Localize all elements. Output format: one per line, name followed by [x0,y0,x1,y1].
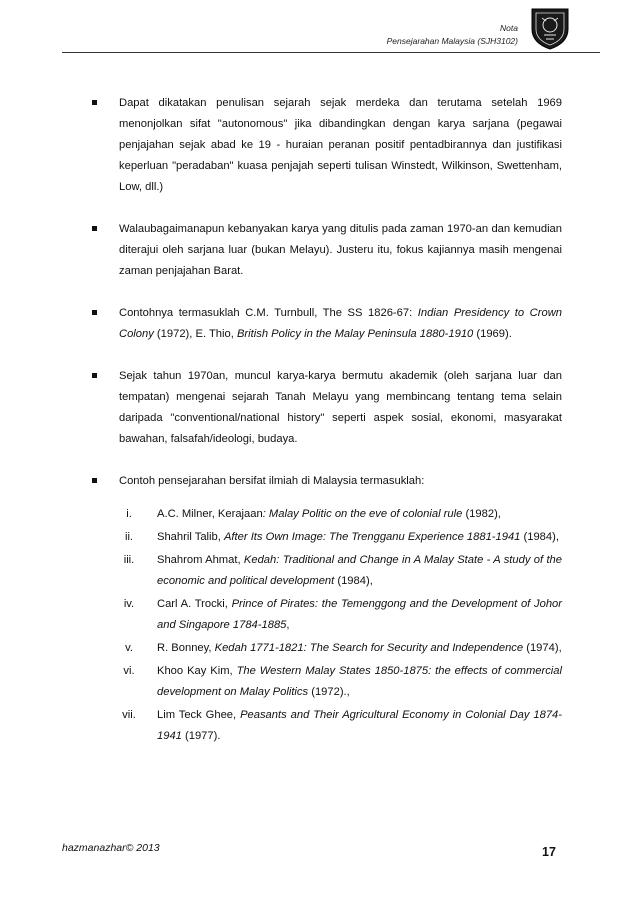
bullet-item [92,366,562,450]
bullet-text: Sejak tahun 1970an, muncul karya-karya bermutu akademik (oleh sarjana luar dan tempatan) mengenai sejarah Tanah Melayu yang membincang tentang tema selain daripada "conventional/national history" seperti aspek sosial, ekonomi, masyarakat bawahan, falsafah/ideologi, budaya. [119,370,562,445]
reference-number: iii. [123,554,135,566]
reference-title: Peasants and Their Agricultural Economy in Colonial Day 1874-1941 [157,709,563,742]
reference-title: After Its Own Image: The Trengganu Experience 1881-1941 [223,531,521,543]
reference-title: Kedah: Traditional and Change in A Malay State - A study of the economic and political development [157,554,563,587]
reference-title: : Malay Politic on the eve of colonial rule [262,508,463,520]
footer-copyright: hazmanazhar© 2013 [62,842,160,854]
bullet-text: Walaubagaimanapun kebanyakan karya yang ditulis pada zaman 1970-an dan kemudian diterajui oleh sarjana luar (bukan Melayu). Justeru itu, fokus kajiannya masih mengenai zaman penjajahan Barat. [119,223,562,277]
square-bullet-icon [92,310,97,315]
square-bullet-icon [92,100,97,105]
university-crest-icon [528,5,572,51]
reference-author: Shahrom Ahmat, [157,554,244,566]
reference-item [92,550,562,592]
reference-list [92,504,562,747]
reference-year: , [286,619,290,631]
square-bullet-icon [92,478,97,483]
main-content [92,93,562,749]
bullet-text-part: (1969). [473,328,512,340]
reference-author: Khoo Kay Kim, [157,665,237,677]
reference-item [92,638,562,659]
reference-year: (1972)., [308,686,350,698]
bullet-item [92,93,562,198]
page-number: 17 [542,845,556,859]
reference-author: Shahril Talib, [157,531,224,543]
book-title: British Policy in the Malay Peninsula 1880-1910 [236,328,474,340]
square-bullet-icon [92,373,97,378]
header-divider [62,52,600,53]
reference-item [92,705,562,747]
reference-number: v. [125,642,133,654]
header-course-title: Pensejarahan Malaysia (SJH3102) [386,36,518,46]
book-title: Indian Presidency to Crown Colony [119,307,562,340]
reference-item [92,594,562,636]
header-note-label: Nota [500,23,518,33]
reference-author: R. Bonney, [157,642,215,654]
reference-item [92,661,562,703]
reference-item [92,527,562,548]
bullet-text-part: (1972), E. Thio, [153,328,237,340]
reference-number: vii. [122,709,136,721]
bullet-item [92,471,562,492]
bullet-item [92,303,562,345]
reference-year: (1984), [334,575,373,587]
reference-title: The Western Malay States 1850-1875: the effects of commercial development on Malay Politics [157,665,562,698]
bullet-item [92,219,562,282]
reference-number: ii. [124,531,134,543]
reference-year: (1977). [181,730,221,742]
reference-author: Lim Teck Ghee, [157,709,241,721]
reference-number: vi. [123,665,135,677]
page-header [387,22,518,48]
reference-number: i. [126,508,132,520]
reference-item [92,504,562,525]
reference-year: (1974), [523,642,562,654]
square-bullet-icon [92,226,97,231]
bullet-text: Contoh pensejarahan bersifat ilmiah di Malaysia termasuklah: [119,475,425,487]
bullet-text: Dapat dikatakan penulisan sejarah sejak merdeka dan terutama setelah 1969 menonjolkan sifat "autonomous" jika dibandingkan dengan karya sarjana (pegawai penjajahan sejak abad ke 19 - huraian peranan positif pentadbirannya dan justifikasi keperluan "peradaban" kuasa penjajah seperti tulisan Winstedt, Wilkinson, Swettenham, Low, dll.) [119,97,562,193]
reference-title: Prince of Pirates: the Temenggong and the Development of Johor and Singapore 1784-1885 [157,598,562,631]
bullet-text-part: Contohnya termasuklah C.M. Turnbull, The SS 1826-67: [119,307,418,319]
reference-author: Carl A. Trocki, [157,598,232,610]
reference-number: iv. [123,598,135,610]
reference-year: (1984), [520,531,559,543]
reference-author: A.C. Milner, Kerajaan [157,508,263,520]
reference-title: Kedah 1771-1821: The Search for Security and Independence [214,642,524,654]
reference-year: (1982), [462,508,501,520]
